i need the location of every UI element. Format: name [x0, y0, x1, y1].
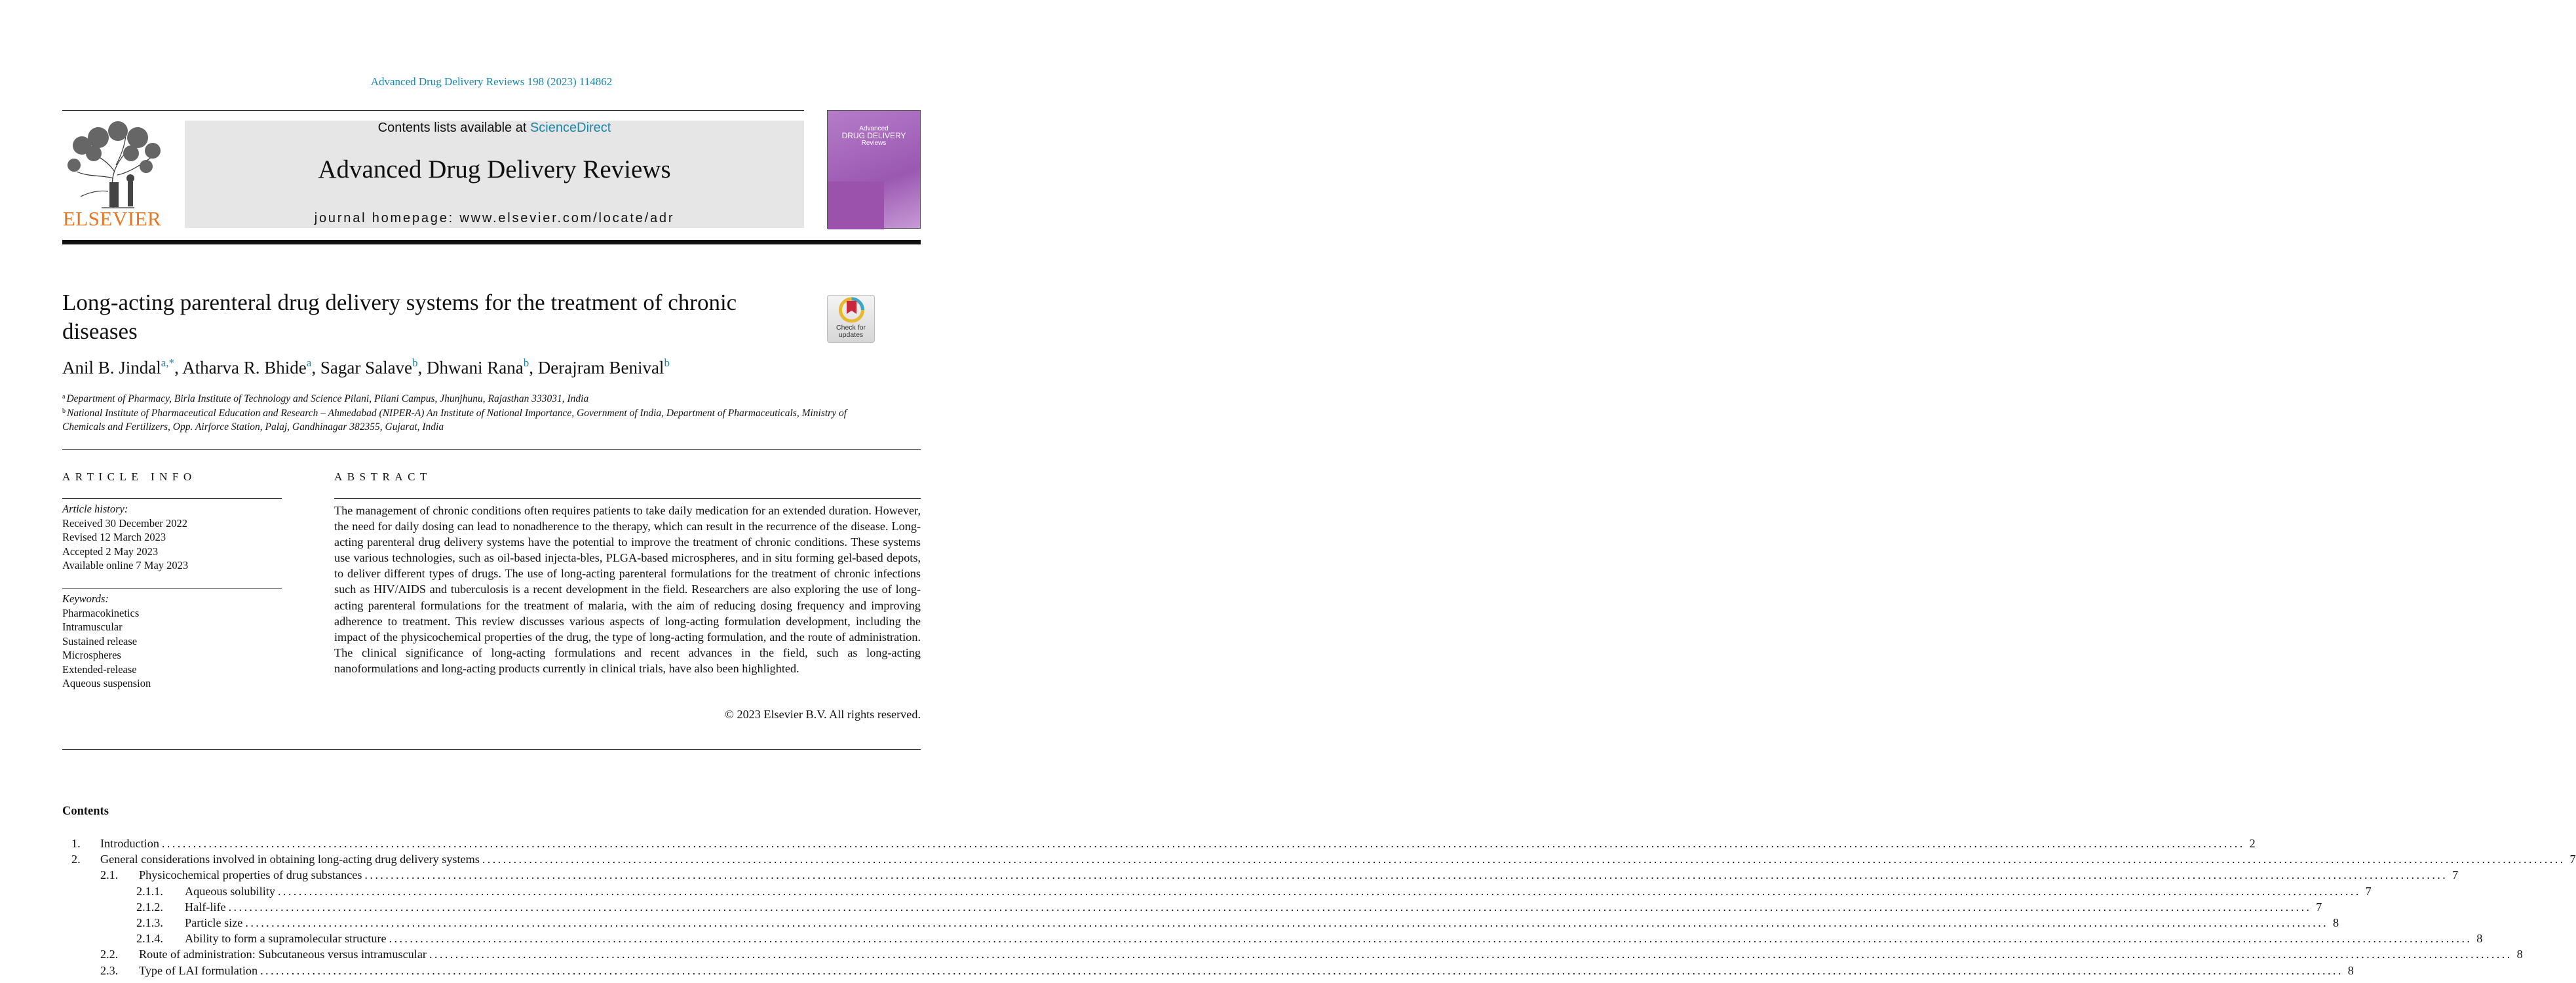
toc-leader-dots: ................................................................................................................................................................................................................................................................................................................................................................................................................ [245, 916, 2329, 929]
toc-entry-page[interactable]: 7 [2365, 884, 2372, 898]
affiliation-mark: b [62, 407, 66, 415]
author-name[interactable]: Sagar Salave [320, 358, 413, 377]
toc-leader-dots: ................................................................................................................................................................................................................................................................................................................................................................................................................ [482, 853, 2566, 866]
toc-entry-number: 2.1.3. [136, 916, 163, 929]
author-name[interactable]: Anil B. Jindal [62, 358, 161, 377]
toc-entry[interactable] [62, 899, 2322, 915]
top-rule [62, 110, 804, 111]
cover-line-2: DRUG DELIVERY [841, 131, 906, 140]
keyword: Sustained release [62, 634, 138, 647]
toc-leader-dots: ................................................................................................................................................................................................................................................................................................................................................................................................................ [364, 868, 2448, 882]
toc-entry[interactable] [62, 867, 2459, 883]
keyword: Pharmacokinetics [62, 606, 140, 619]
journal-citation[interactable]: Advanced Drug Delivery Reviews 198 (2023) 114862 [370, 75, 613, 88]
toc-entry-page[interactable]: 8 [2476, 932, 2483, 946]
toc-entry-line [185, 915, 2339, 931]
toc-entry[interactable] [62, 931, 2483, 946]
toc-entry-title[interactable]: Introduction [100, 837, 159, 850]
journal-banner [185, 121, 804, 228]
toc-entry-title[interactable]: Type of LAI formulation [139, 963, 258, 977]
journal-homepage[interactable]: journal homepage: www.elsevier.com/locate/adr [314, 211, 675, 225]
toc-entry-page[interactable]: 7 [2452, 868, 2459, 882]
elsevier-logo[interactable] [62, 119, 162, 231]
toc-entry-title[interactable]: Aqueous solubility [185, 884, 275, 898]
abstract-text: The management of chronic conditions often requires patients to take daily medication for an extended duration. However, the need for daily dosing can lead to nonadherence to the therapy, which can result in the recurrence of the disease. Long-acting parenteral drug delivery systems have the potential to improve the treatment of chronic conditions. These systems use various technologies, such as oil-based injecta-bles, PLGA-based microspheres, and in situ forming gel-based depots, to deliver different types of drugs. The use of long-acting parenteral formulations for the treatment of chronic infections such as HIV/AIDS and tuberculosis is a recent development in the field. Researchers are also exploring the use of long-acting parenteral formulations for the treatment of malaria, with the aim of reducing dosing frequency and improving adherence to treatment. This review discusses various aspects of long-acting formulation development, including the impact of the physicochemical properties of the drug, the type of long-acting formulation, and the route of administration. The clinical significance of long-acting formulations and recent advances in the field, such as long-acting nanoformulations and long-acting products currently in clinical trials, have also been highlighted. [334, 504, 921, 675]
author-sep: , [311, 358, 320, 377]
copyright-notice: © 2023 Elsevier B.V. All rights reserved. [725, 708, 921, 721]
history-accepted: Accepted 2 May 2023 [62, 545, 159, 558]
toc-entry-number: 2.1. [100, 868, 119, 882]
toc-entry-title[interactable]: Half-life [185, 900, 226, 914]
sciencedirect-link[interactable]: ScienceDirect [529, 121, 611, 135]
toc-entry-title[interactable]: Ability to form a supramolecular structure [185, 932, 387, 946]
toc-entry-page[interactable]: 8 [2347, 963, 2354, 977]
header-thick-rule [62, 240, 921, 244]
contents-heading: Contents [62, 805, 109, 818]
toc-entry-number: 2.1.1. [136, 884, 163, 898]
keyword: Extended-release [62, 663, 137, 676]
affiliation-mark: a [62, 393, 66, 400]
toc-entry-page[interactable]: 7 [2569, 853, 2576, 866]
toc-entry-number: 2. [71, 853, 81, 866]
contents-available-line [185, 121, 804, 136]
author-sep: , [174, 358, 183, 377]
toc-entry-line [100, 851, 2576, 867]
keywords-label: Keywords: [62, 592, 109, 605]
keywords-list [62, 592, 151, 691]
article-history [62, 502, 188, 573]
author-sep: , [529, 358, 538, 377]
toc-entry-number: 2.1.2. [136, 900, 163, 914]
toc-entry[interactable] [62, 963, 2354, 978]
toc-entry-line [139, 963, 2354, 978]
journal-cover-thumbnail[interactable] [827, 110, 921, 229]
toc-entry-page[interactable]: 8 [2516, 948, 2523, 961]
history-revised: Revised 12 March 2023 [62, 531, 166, 543]
author-name[interactable]: Derajram Benival [537, 358, 664, 377]
author-affiliation-mark[interactable]: b [523, 357, 529, 369]
author-affiliation-mark[interactable]: a [306, 357, 312, 369]
toc-leader-dots: ................................................................................................................................................................................................................................................................................................................................................................................................................ [228, 900, 2312, 914]
article-title: Long-acting parenteral drug delivery systems for the treatment of chronic diseases [62, 290, 737, 344]
journal-name: Advanced Drug Delivery Reviews [318, 155, 671, 183]
author-sep: , [417, 358, 427, 377]
affiliation-text: National Institute of Pharmaceutical Education and Research – Ahmedabad (NIPER-A) An Institute of National Importance, Government of India, Department of Pharmaceuticals, Ministry of Chemicals and Fertilizers, Opp. Airforce Station, Palaj, Gandhinagar 382355, Gujarat, India [62, 407, 847, 433]
toc-entry-page[interactable]: 7 [2316, 900, 2322, 914]
history-received: Received 30 December 2022 [62, 516, 188, 530]
history-online: Available online 7 May 2023 [62, 559, 189, 571]
toc-entry[interactable] [62, 836, 2256, 851]
toc-entry-number: 2.2. [100, 948, 119, 961]
author-affiliation-mark[interactable]: b [412, 357, 418, 369]
toc-leader-dots: ................................................................................................................................................................................................................................................................................................................................................................................................................ [277, 884, 2361, 898]
toc-entry-number: 2.1.4. [136, 932, 163, 946]
keyword: Microspheres [62, 649, 121, 661]
crossmark-label: Check for updates [836, 324, 866, 339]
toc-entry-page[interactable]: 8 [2333, 916, 2339, 929]
toc-entry-line [100, 836, 2256, 851]
author-list [62, 358, 670, 378]
author-affiliation-mark[interactable]: b [664, 357, 670, 369]
toc-entry-title[interactable]: Physicochemical properties of drug substances [139, 868, 362, 882]
toc-entry-number: 2.3. [100, 963, 119, 977]
toc-entry[interactable] [62, 946, 2523, 962]
toc-entry-number: 1. [71, 837, 81, 850]
article-info-rule [62, 498, 282, 499]
crossmark-icon [828, 296, 875, 324]
elsevier-tree-icon [62, 119, 162, 211]
toc-entry-line [185, 931, 2483, 946]
article-info-heading: ARTICLE INFO [62, 471, 197, 483]
abstract-heading: ABSTRACT [334, 471, 432, 483]
toc-entry[interactable] [62, 883, 2372, 899]
affiliation-b [62, 406, 855, 434]
affiliations [62, 392, 855, 434]
cover-line-1: Advanced [859, 125, 889, 132]
affiliation-a [62, 392, 855, 406]
toc-entry-line [185, 883, 2372, 899]
affiliation-text: Department of Pharmacy, Birla Institute of Technology and Science Pilani, Pilani Campus, Jhunjhunu, Rajasthan 333031, India [66, 393, 589, 404]
history-label: Article history: [62, 503, 128, 515]
toc-entry-line [139, 867, 2459, 883]
section-rule [62, 449, 921, 450]
author-name[interactable]: Atharva R. Bhide [182, 358, 307, 377]
check-for-updates-button[interactable] [827, 295, 875, 343]
toc-leader-dots: ................................................................................................................................................................................................................................................................................................................................................................................................................ [429, 948, 2512, 961]
toc-entry-title[interactable]: General considerations involved in obtaining long-acting drug delivery systems [100, 853, 480, 866]
elsevier-wordmark: ELSEVIER [62, 207, 162, 230]
toc-leader-dots: ................................................................................................................................................................................................................................................................................................................................................................................................................ [260, 963, 2343, 977]
toc-entry-page[interactable]: 2 [2249, 837, 2256, 850]
author-affiliation-mark[interactable]: a,* [161, 357, 175, 369]
cover-block [828, 182, 884, 229]
toc-entry-title[interactable]: Particle size [185, 916, 243, 929]
keyword: Intramuscular [62, 621, 123, 633]
keyword: Aqueous suspension [62, 677, 151, 689]
toc-entry-line [139, 946, 2523, 962]
toc-entry[interactable] [62, 915, 2339, 931]
toc-leader-dots: ................................................................................................................................................................................................................................................................................................................................................................................................................ [389, 932, 2472, 946]
abstract-rule [334, 498, 921, 499]
author-name[interactable]: Dhwani Rana [427, 358, 524, 377]
section-rule [62, 749, 921, 750]
toc-leader-dots: ................................................................................................................................................................................................................................................................................................................................................................................................................ [161, 837, 2245, 850]
table-of-contents [62, 836, 2576, 978]
cover-line-3: Reviews [861, 140, 887, 147]
toc-entry-title[interactable]: Route of administration: Subcutaneous versus intramuscular [139, 948, 427, 961]
contents-prefix: Contents lists available at [377, 121, 530, 135]
toc-entry[interactable] [62, 851, 2576, 867]
toc-entry-line [185, 899, 2322, 915]
